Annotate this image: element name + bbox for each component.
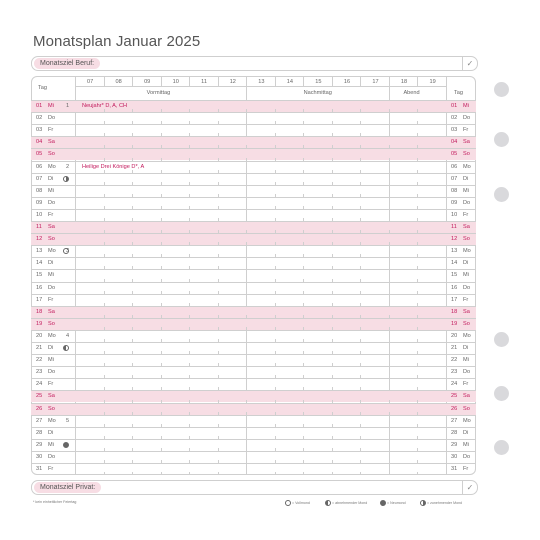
weekday-right: Do [463,453,471,460]
weekday: Di [48,429,54,436]
weekday: Mo [48,417,56,424]
day-row [31,124,476,136]
weekday: Sa [48,224,55,230]
weekday: Fr [48,211,54,218]
day-number-right: 06 [451,163,458,170]
day-row [31,282,476,294]
moon-first-icon [63,176,69,182]
day-number: 06 [36,163,43,170]
hour-tick [189,472,190,475]
day-number: 07 [36,175,43,182]
period-label: Vormittag [146,90,171,96]
day-row [31,209,476,221]
weekday-right: Fr [463,211,469,218]
day-row [31,173,476,185]
binder-hole [494,332,509,347]
weekday-right: So [463,236,470,243]
calendar-week: 5 [66,417,70,424]
day-number-right: 18 [451,308,458,315]
weekday: Do [48,453,56,460]
day-number-right: 16 [451,284,458,291]
hour-tick [303,472,304,475]
weekday-right: So [463,151,470,158]
day-row [31,257,476,269]
day-number: 17 [36,296,43,303]
day-row [31,221,476,233]
day-number: 13 [36,248,43,255]
weekday: Mi [48,187,54,194]
period-label: Abend [403,90,420,96]
day-row [31,269,476,281]
day-row [31,148,476,160]
hour-label: 07 [87,79,94,85]
weekday-right: Mi [463,187,469,194]
day-row [31,342,476,354]
weekday-right: Di [463,345,469,351]
day-number-right: 31 [451,466,458,472]
hour-tick [189,76,190,86]
day-row [31,233,476,245]
day-row [31,112,476,124]
weekday: Mo [48,332,56,339]
holiday-note: Neujahr* D, A, CH [82,103,128,109]
day-number: 26 [36,405,43,412]
day-row [31,294,476,306]
hour-tick [417,76,418,86]
day-number-right: 28 [451,429,458,436]
hour-label: 17 [372,79,379,85]
monthly-goal-private-label: Monatsziel Privat: [34,482,101,493]
day-row [31,306,476,318]
day-number: 15 [36,272,43,279]
day-number: 03 [36,127,43,134]
monthly-goal-work-label: Monatsziel Beruf: [34,58,100,69]
weekday-right: Mi [463,441,469,448]
weekday-right: Mi [463,272,469,279]
weekday-right: Do [463,284,471,291]
weekday-right: Sa [463,393,470,400]
weekday: Mi [48,441,54,448]
calendar-week: 2 [66,163,70,170]
hour-tick [218,472,219,475]
day-number: 10 [36,211,43,218]
day-number-right: 22 [451,357,458,364]
day-number-right: 03 [451,127,458,134]
footnote: * kein einheitlicher Feiertag [33,500,77,504]
binder-hole [494,82,509,97]
legend-item [380,500,406,506]
weekday: Do [48,115,56,122]
weekday-right: Di [463,260,469,267]
day-number-right: 01 [451,103,458,109]
weekday-right: Fr [463,466,469,472]
weekday: Do [48,369,56,376]
day-number-right: 15 [451,272,458,279]
weekday-right: So [463,405,470,412]
hour-tick [218,76,219,86]
day-number: 04 [36,139,43,146]
day-number: 23 [36,369,43,376]
day-number-right: 21 [451,345,458,351]
day-row [31,451,476,463]
day-row [31,197,476,209]
day-row [31,354,476,366]
weekday-right: Fr [463,381,469,388]
day-number: 31 [36,466,43,472]
hour-label: 13 [258,79,265,85]
day-number: 01 [36,103,43,109]
weekday: Mo [48,248,56,255]
weekday: So [48,405,55,412]
check-icon[interactable]: ✓ [462,481,477,494]
weekday: Sa [48,139,55,146]
day-number: 18 [36,308,43,315]
weekday-right: Mi [463,103,469,109]
hour-tick [246,76,247,86]
day-row [31,378,476,390]
weekday: So [48,320,55,327]
weekday-right: Fr [463,296,469,303]
hour-tick [389,76,390,86]
binder-hole [494,386,509,401]
weekday-right: Fr [463,127,469,134]
monthly-goal-work[interactable] [31,56,478,71]
day-number-right: 02 [451,115,458,122]
weekday-right: Mo [463,163,471,170]
legend-label: = zunehmender Mond [426,500,463,505]
binder-hole [494,187,509,202]
day-number: 16 [36,284,43,291]
weekday-right: So [463,320,470,327]
day-number-right: 30 [451,453,458,460]
day-number-right: 19 [451,320,458,327]
hour-tick [161,472,162,475]
day-number: 28 [36,429,43,436]
weekday: Mi [48,272,54,279]
day-number-right: 23 [451,369,458,376]
hour-tick [360,472,361,475]
weekday: Di [48,345,54,351]
hour-label: 10 [172,79,179,85]
legend-label: = Neumond [386,500,406,505]
weekday: Fr [48,127,54,134]
weekday-right: Di [463,429,469,436]
hour-label: 09 [144,79,151,85]
weekday-right: Do [463,115,471,122]
day-number: 25 [36,393,43,400]
day-row [31,415,476,427]
weekday: Fr [48,296,54,303]
moon-last-icon [63,345,69,351]
day-number: 20 [36,332,43,339]
legend-item [420,500,462,506]
hour-label: 11 [201,79,207,85]
hour-tick [303,76,304,86]
binder-hole [494,132,509,147]
hour-tick [332,472,333,475]
day-number: 14 [36,260,43,267]
day-number: 12 [36,236,43,243]
day-number: 29 [36,441,43,448]
day-row [31,427,476,439]
legend-item [285,500,310,506]
day-number: 22 [36,357,43,364]
weekday-right: Mi [463,357,469,364]
holiday-note: Heilige Drei Könige D*, A [82,163,145,170]
day-number-right: 26 [451,405,458,412]
day-row [31,136,476,148]
weekday-right: Do [463,369,471,376]
day-number: 24 [36,381,43,388]
day-number: 05 [36,151,43,158]
day-number-right: 08 [451,187,458,194]
day-number: 02 [36,115,43,122]
calendar-week: 1 [66,103,70,109]
hour-label: 19 [429,79,436,85]
monthly-goal-private[interactable] [31,480,478,495]
weekday: Fr [48,466,54,472]
calendar-week: 4 [66,332,70,339]
weekday: So [48,236,55,243]
day-number-right: 12 [451,236,458,243]
weekday: Di [48,260,54,267]
weekday: Mi [48,357,54,364]
day-number-right: 20 [451,332,458,339]
weekday: So [48,151,55,158]
header-divider [75,86,446,87]
weekday: Sa [48,393,55,400]
hour-tick [132,472,133,475]
hour-tick [275,76,276,86]
day-number-right: 17 [451,296,458,303]
day-number: 09 [36,199,43,206]
check-icon[interactable]: ✓ [462,57,477,70]
day-number-right: 14 [451,260,458,267]
header-tag-left: Tag [38,85,48,91]
hour-tick [104,76,105,86]
weekday-right: Di [463,175,469,182]
day-number: 30 [36,453,43,460]
day-number: 08 [36,187,43,194]
day-number-right: 27 [451,417,458,424]
weekday-right: Do [463,199,471,206]
day-number-right: 29 [451,441,458,448]
weekday-right: Mo [463,417,471,424]
weekday: Mo [48,163,56,170]
day-number: 11 [36,224,42,230]
weekday-right: Sa [463,308,470,315]
hour-tick [132,76,133,86]
hour-tick [332,76,333,86]
hour-tick [104,472,105,475]
weekday-right: Sa [463,139,470,146]
day-number-right: 24 [451,381,458,388]
legend-item [325,500,367,506]
period-label: Nachmittag [303,90,332,96]
weekday: Do [48,284,56,291]
day-row [31,390,476,402]
day-number-right: 05 [451,151,458,158]
calendar-week: 3 [66,248,70,255]
day-row [31,463,476,475]
hour-label: 18 [400,79,408,85]
hour-tick [246,472,247,475]
binder-hole [494,440,509,455]
day-row [31,330,476,342]
hour-tick [161,76,162,86]
day-row [31,245,476,257]
day-number-right: 13 [451,248,458,255]
day-row [31,403,476,415]
day-row [31,366,476,378]
day-number-right: 10 [451,211,458,218]
day-number-right: 07 [451,175,458,182]
day-number: 21 [36,345,43,351]
hour-tick [275,472,276,475]
legend-label: = Vollmond [291,500,310,505]
hour-label: 12 [229,79,236,85]
weekday: Do [48,199,56,206]
hour-tick [389,472,390,475]
weekday: Mi [48,103,54,109]
day-row [31,318,476,330]
hour-tick [360,76,361,86]
weekday-right: Sa [463,224,470,230]
day-row [31,185,476,197]
hour-label: 15 [315,79,322,85]
day-number: 27 [36,417,43,424]
moon-new-icon [63,442,69,448]
weekday-right: Mo [463,248,471,255]
legend-label: = abnehmender Mond [331,500,368,505]
weekday: Sa [48,308,55,315]
hour-label: 14 [286,79,293,85]
hour-label: 16 [343,79,351,85]
day-number-right: 04 [451,139,458,146]
hour-label: 08 [115,79,122,85]
header-tag-right: Tag [454,90,464,96]
weekday: Fr [48,381,54,388]
page-title: Monatsplan Januar 2025 [33,33,201,50]
day-row [31,439,476,451]
hour-tick [417,472,418,475]
weekday: Di [48,175,54,182]
day-number-right: 09 [451,199,458,206]
day-number: 19 [36,320,43,327]
day-number-right: 11 [451,224,457,230]
day-number-right: 25 [451,393,458,400]
weekday-right: Mo [463,332,471,339]
